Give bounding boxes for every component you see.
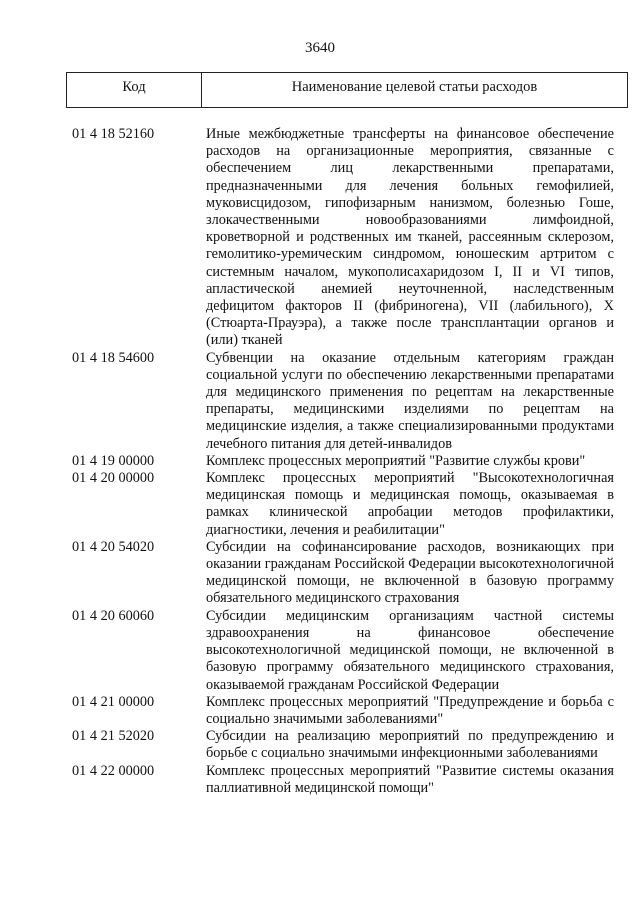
table-row <box>66 539 626 608</box>
table-row <box>66 694 626 728</box>
table-row <box>66 470 626 539</box>
row-code: 01 4 18 54600 <box>72 349 155 366</box>
table-row <box>66 126 626 350</box>
row-code: 01 4 22 00000 <box>72 762 155 779</box>
row-code: 01 4 20 00000 <box>72 470 155 487</box>
row-description: Субсидии медицинским организациям частной системы здравоохранения на финансовое обеспечение высокотехнологичной медицинской помощи, не включенной в базовую программу обязательного медицинского страхования, оказываемой гражданам Российской Федерации <box>206 607 614 693</box>
table-row <box>66 608 626 694</box>
row-code: 01 4 21 52020 <box>72 728 155 745</box>
header-code-column: Код <box>67 73 202 107</box>
row-description: Субвенции на оказание отдельным категориям граждан социальной услуги по обеспечению лекарственными препаратами для медицинского применения по рецептам на лекарственные препараты, медицинскими изделиями по рецептам на медицинские изделия, а также специализированными продуктами лечебного питания для детей-инвалидов <box>206 349 614 452</box>
row-code: 01 4 20 54020 <box>72 538 155 555</box>
row-description: Субсидии на софинансирование расходов, возникающих при оказании гражданам Российской Федерации высокотехнологичной медицинской помощи, не включенной в базовую программу обязательного медицинского страхования <box>206 538 614 607</box>
row-description: Комплекс процессных мероприятий "Развитие системы оказания паллиативной медицинской помощи" <box>206 762 614 796</box>
row-description: Комплекс процессных мероприятий "Развитие службы крови" <box>206 452 586 469</box>
table-row <box>66 728 626 762</box>
table-row <box>66 350 626 453</box>
expense-items-list <box>66 126 626 797</box>
row-code: 01 4 21 00000 <box>72 693 155 710</box>
row-code: 01 4 20 60060 <box>72 607 155 624</box>
row-description: Комплекс процессных мероприятий "Высокотехнологичная медицинская помощь и медицинская помощь, оказываемая в рамках клинической апробации методов профилактики, диагностики, лечения и реабилитации" <box>206 470 614 538</box>
table-row <box>66 763 626 797</box>
table-row <box>66 453 626 470</box>
page-number: 3640 <box>305 40 335 56</box>
row-description: Иные межбюджетные трансферты на финансовое обеспечение расходов на организационные мероприятия, связанные с обеспечением лиц лекарственными препаратами, предназначенными для лечения больных гемофилией, муковисцидозом, гипофизарным нанизмом, болезнью Гоше, злокачественными новообразованиями лимфоидной, кроветворной и родственных им тканей, рассеянным склерозом, гемолитико-уремическим синдромом, юношеским артритом с системным началом, мукополисахаридозом I, II и VI типов, апластической анемией неуточненной, наследственным дефицитом факторов II (фибриногена), VII (лабильного), X (Стюарта-Прауэра), а также после трансплантации органов и (или) тканей <box>206 126 614 349</box>
table-header <box>66 72 628 108</box>
row-code: 01 4 19 00000 <box>72 452 155 469</box>
header-name-column: Наименование целевой статьи расходов <box>291 79 538 95</box>
row-code: 01 4 18 52160 <box>72 126 155 142</box>
row-description: Субсидии на реализацию мероприятий по предупреждению и борьбе с социально значимыми инфекционными заболеваниями <box>206 728 614 762</box>
row-description: Комплекс процессных мероприятий "Предупреждение и борьба с социально значимыми заболеваниями" <box>206 693 614 727</box>
